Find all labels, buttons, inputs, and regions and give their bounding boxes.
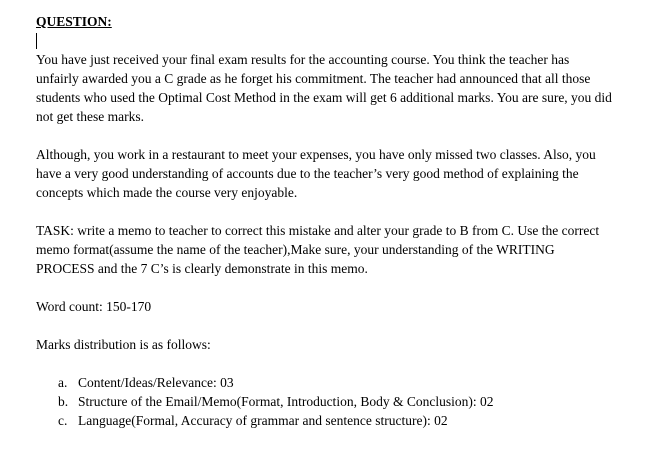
marks-intro-line: Marks distribution is as follows:: [36, 337, 211, 352]
paragraph-context: Although, you work in a restaurant to meet your expenses, you have only missed two classes. Also, you have a very good understanding of accounts due to the teacher’s very good method of explaining the concepts which made the course very enjoyable.: [36, 147, 596, 200]
text-cursor: [36, 33, 37, 49]
empty-line: [36, 31, 614, 50]
list-marker: b.: [58, 394, 69, 409]
document-content: [36, 12, 614, 430]
list-item: [58, 392, 614, 411]
paragraph-scenario: You have just received your final exam results for the accounting course. You think the teacher has unfairly awarded you a C grade as he forget his commitment. The teacher had announced that all those students who used the Optimal Cost Method in the exam will get 6 additional marks. You are sure, you did not get these marks.: [36, 52, 612, 124]
list-item: [58, 411, 614, 430]
list-item-text: Structure of the Email/Memo(Format, Introduction, Body & Conclusion): 02: [78, 394, 494, 409]
list-item: [58, 373, 614, 392]
marks-list: [36, 373, 614, 430]
list-item-text: Language(Formal, Accuracy of grammar and sentence structure): 02: [78, 413, 448, 428]
paragraph-task: TASK: write a memo to teacher to correct this mistake and alter your grade to B from C. Use the correct memo format(assume the name of the teacher),Make sure, your understanding of the WRITING PROCESS and the 7 C’s is clearly demonstrate in this memo.: [36, 223, 600, 276]
list-marker: a.: [58, 375, 68, 390]
list-marker: c.: [58, 413, 68, 428]
word-count-line: Word count: 150-170: [36, 299, 152, 314]
list-item-text: Content/Ideas/Relevance: 03: [78, 375, 234, 390]
question-heading: QUESTION:: [36, 14, 112, 29]
